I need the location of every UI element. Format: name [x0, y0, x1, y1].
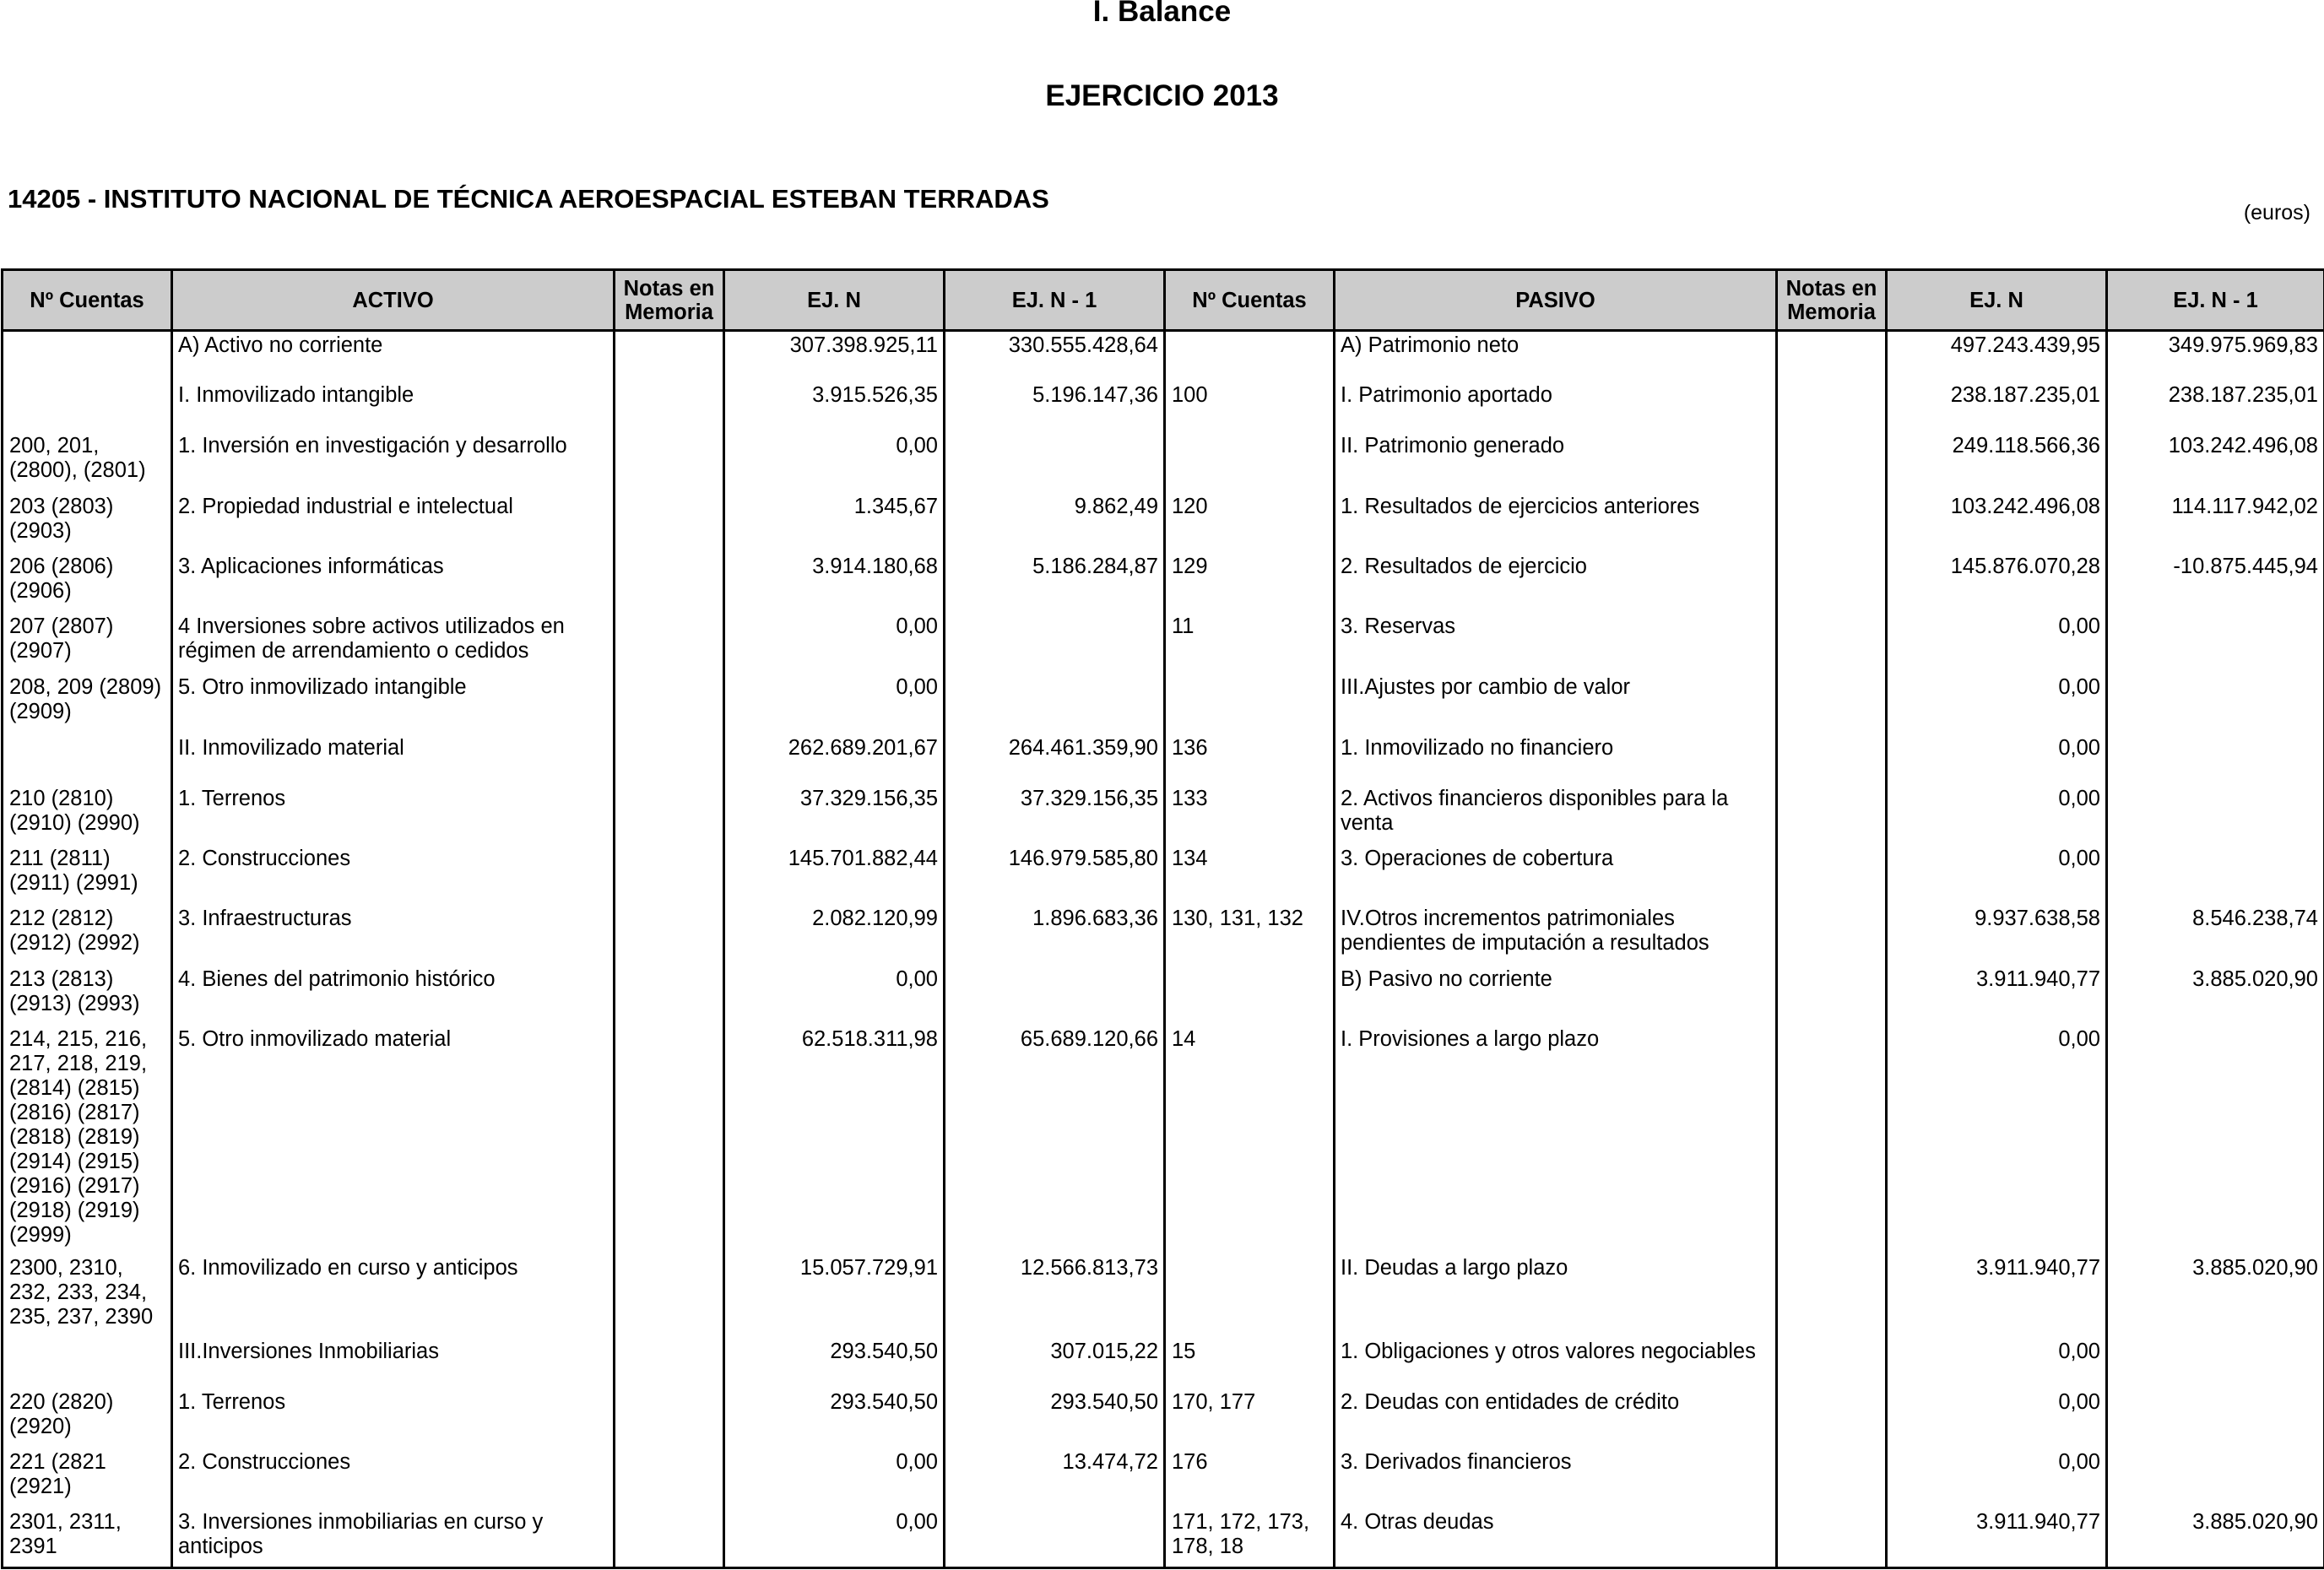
pasivo-label-cell: 1. Inmovilizado no financiero: [1335, 734, 1777, 785]
pasivo-ej-n1-cell: [2107, 1338, 2324, 1389]
pasivo-notes-cell: [1777, 1338, 1887, 1389]
pasivo-notes-cell: [1777, 1389, 1887, 1448]
pasivo-ej-n-cell: 0,00: [1887, 674, 2107, 734]
header-activo-ej-n1: EJ. N - 1: [945, 270, 1165, 331]
pasivo-ej-n-cell: 497.243.439,95: [1887, 331, 2107, 382]
pasivo-ej-n1-cell: [2107, 845, 2324, 905]
activo-label-cell: 3. Infraestructuras: [172, 905, 615, 966]
pasivo-account-cell: 129: [1165, 553, 1335, 613]
activo-ej-n-cell: 145.701.882,44: [724, 845, 945, 905]
activo-account-cell: [3, 1338, 172, 1389]
pasivo-ej-n1-cell: [2107, 674, 2324, 734]
pasivo-ej-n1-cell: [2107, 734, 2324, 785]
activo-notes-cell: [615, 966, 724, 1026]
activo-label-cell: 1. Terrenos: [172, 1389, 615, 1448]
pasivo-account-cell: 133: [1165, 785, 1335, 845]
pasivo-account-cell: [1165, 432, 1335, 493]
pasivo-label-cell: 1. Obligaciones y otros valores negociables: [1335, 1338, 1777, 1389]
pasivo-ej-n-cell: 0,00: [1887, 785, 2107, 845]
pasivo-label-cell: I. Patrimonio aportado: [1335, 382, 1777, 432]
pasivo-ej-n-cell: 145.876.070,28: [1887, 553, 2107, 613]
activo-ej-n1-cell: 65.689.120,66: [945, 1026, 1165, 1254]
table-header-row: [3, 270, 2324, 331]
pasivo-notes-cell: [1777, 613, 1887, 674]
pasivo-account-cell: 134: [1165, 845, 1335, 905]
activo-ej-n1-cell: [945, 1508, 1165, 1568]
pasivo-ej-n-cell: 9.937.638,58: [1887, 905, 2107, 966]
pasivo-notes-cell: [1777, 432, 1887, 493]
pasivo-label-cell: 3. Reservas: [1335, 613, 1777, 674]
activo-ej-n1-cell: 293.540,50: [945, 1389, 1165, 1448]
pasivo-ej-n1-cell: 3.885.020,90: [2107, 1254, 2324, 1338]
table-row: [3, 613, 2324, 674]
pasivo-ej-n1-cell: 103.242.496,08: [2107, 432, 2324, 493]
pasivo-notes-cell: [1777, 493, 1887, 553]
table-row: [3, 1338, 2324, 1389]
header-activo-cuentas: Nº Cuentas: [3, 270, 172, 331]
activo-ej-n1-cell: 146.979.585,80: [945, 845, 1165, 905]
activo-ej-n-cell: 0,00: [724, 1508, 945, 1568]
pasivo-label-cell: 2. Activos financieros disponibles para la venta: [1335, 785, 1777, 845]
pasivo-ej-n-cell: 103.242.496,08: [1887, 493, 2107, 553]
header-pasivo-cuentas: Nº Cuentas: [1165, 270, 1335, 331]
pasivo-account-cell: 120: [1165, 493, 1335, 553]
activo-account-cell: [3, 734, 172, 785]
pasivo-ej-n1-cell: 114.117.942,02: [2107, 493, 2324, 553]
activo-account-cell: 213 (2813) (2913) (2993): [3, 966, 172, 1026]
currency-unit: (euros): [2243, 201, 2310, 225]
activo-account-cell: 221 (2821 (2921): [3, 1448, 172, 1508]
pasivo-ej-n-cell: 3.911.940,77: [1887, 966, 2107, 1026]
pasivo-ej-n-cell: 3.911.940,77: [1887, 1508, 2107, 1568]
table-row: [3, 734, 2324, 785]
activo-notes-cell: [615, 1254, 724, 1338]
activo-account-cell: 203 (2803) (2903): [3, 493, 172, 553]
activo-notes-cell: [615, 1448, 724, 1508]
pasivo-label-cell: A) Patrimonio neto: [1335, 331, 1777, 382]
activo-notes-cell: [615, 382, 724, 432]
activo-label-cell: III.Inversiones Inmobiliarias: [172, 1338, 615, 1389]
header-activo-notas: Notas en Memoria: [615, 270, 724, 331]
activo-ej-n-cell: 3.914.180,68: [724, 553, 945, 613]
activo-label-cell: 1. Terrenos: [172, 785, 615, 845]
pasivo-ej-n-cell: 3.911.940,77: [1887, 1254, 2107, 1338]
activo-ej-n-cell: 293.540,50: [724, 1389, 945, 1448]
pasivo-notes-cell: [1777, 331, 1887, 382]
pasivo-ej-n1-cell: 349.975.969,83: [2107, 331, 2324, 382]
activo-ej-n1-cell: 12.566.813,73: [945, 1254, 1165, 1338]
header-pasivo: PASIVO: [1335, 270, 1777, 331]
pasivo-label-cell: 1. Resultados de ejercicios anteriores: [1335, 493, 1777, 553]
activo-notes-cell: [615, 1389, 724, 1448]
activo-ej-n1-cell: 13.474,72: [945, 1448, 1165, 1508]
activo-notes-cell: [615, 553, 724, 613]
activo-label-cell: 3. Aplicaciones informáticas: [172, 553, 615, 613]
activo-ej-n-cell: 293.540,50: [724, 1338, 945, 1389]
activo-account-cell: 207 (2807) (2907): [3, 613, 172, 674]
activo-ej-n1-cell: [945, 674, 1165, 734]
table-row: [3, 1389, 2324, 1448]
pasivo-ej-n1-cell: [2107, 1026, 2324, 1254]
activo-notes-cell: [615, 845, 724, 905]
activo-account-cell: 210 (2810) (2910) (2990): [3, 785, 172, 845]
activo-ej-n-cell: 62.518.311,98: [724, 1026, 945, 1254]
activo-account-cell: 220 (2820) (2920): [3, 1389, 172, 1448]
activo-label-cell: I. Inmovilizado intangible: [172, 382, 615, 432]
table-row: [3, 1254, 2324, 1338]
activo-notes-cell: [615, 674, 724, 734]
pasivo-account-cell: 136: [1165, 734, 1335, 785]
pasivo-account-cell: 11: [1165, 613, 1335, 674]
pasivo-notes-cell: [1777, 1448, 1887, 1508]
activo-notes-cell: [615, 785, 724, 845]
pasivo-account-cell: [1165, 1254, 1335, 1338]
activo-label-cell: 3. Inversiones inmobiliarias en curso y anticipos: [172, 1508, 615, 1568]
activo-notes-cell: [615, 1026, 724, 1254]
pasivo-account-cell: 130, 131, 132: [1165, 905, 1335, 966]
pasivo-ej-n1-cell: 3.885.020,90: [2107, 966, 2324, 1026]
activo-label-cell: 4. Bienes del patrimonio histórico: [172, 966, 615, 1026]
pasivo-ej-n1-cell: -10.875.445,94: [2107, 553, 2324, 613]
balance-sheet-table: [1, 268, 2324, 1569]
pasivo-account-cell: 100: [1165, 382, 1335, 432]
activo-notes-cell: [615, 493, 724, 553]
pasivo-label-cell: 3. Derivados financieros: [1335, 1448, 1777, 1508]
activo-ej-n1-cell: 307.015,22: [945, 1338, 1165, 1389]
activo-ej-n-cell: 0,00: [724, 613, 945, 674]
pasivo-label-cell: II. Deudas a largo plazo: [1335, 1254, 1777, 1338]
activo-ej-n-cell: 1.345,67: [724, 493, 945, 553]
table-row: [3, 553, 2324, 613]
pasivo-account-cell: 15: [1165, 1338, 1335, 1389]
table-row: [3, 905, 2324, 966]
pasivo-notes-cell: [1777, 674, 1887, 734]
activo-account-cell: 206 (2806) (2906): [3, 553, 172, 613]
activo-ej-n1-cell: 1.896.683,36: [945, 905, 1165, 966]
table-row: [3, 382, 2324, 432]
activo-ej-n-cell: 0,00: [724, 966, 945, 1026]
activo-ej-n1-cell: 37.329.156,35: [945, 785, 1165, 845]
activo-label-cell: A) Activo no corriente: [172, 331, 615, 382]
pasivo-ej-n1-cell: [2107, 613, 2324, 674]
activo-ej-n-cell: 15.057.729,91: [724, 1254, 945, 1338]
pasivo-account-cell: 171, 172, 173, 178, 18: [1165, 1508, 1335, 1568]
pasivo-ej-n1-cell: [2107, 1448, 2324, 1508]
pasivo-label-cell: 2. Resultados de ejercicio: [1335, 553, 1777, 613]
report-title: I. Balance: [1092, 0, 1232, 28]
activo-label-cell: 5. Otro inmovilizado intangible: [172, 674, 615, 734]
activo-account-cell: 208, 209 (2809) (2909): [3, 674, 172, 734]
entity-name: 14205 - INSTITUTO NACIONAL DE TÉCNICA AEROESPACIAL ESTEBAN TERRADAS: [8, 184, 1049, 214]
activo-ej-n1-cell: 9.862,49: [945, 493, 1165, 553]
activo-notes-cell: [615, 734, 724, 785]
pasivo-notes-cell: [1777, 1254, 1887, 1338]
activo-ej-n-cell: 2.082.120,99: [724, 905, 945, 966]
activo-account-cell: 211 (2811) (2911) (2991): [3, 845, 172, 905]
activo-ej-n1-cell: [945, 613, 1165, 674]
table-row: [3, 674, 2324, 734]
activo-ej-n1-cell: 330.555.428,64: [945, 331, 1165, 382]
pasivo-label-cell: IV.Otros incrementos patrimoniales pendientes de imputación a resultados: [1335, 905, 1777, 966]
activo-label-cell: 2. Construcciones: [172, 845, 615, 905]
pasivo-account-cell: [1165, 331, 1335, 382]
activo-ej-n-cell: 0,00: [724, 674, 945, 734]
pasivo-ej-n-cell: 0,00: [1887, 1026, 2107, 1254]
activo-notes-cell: [615, 1338, 724, 1389]
pasivo-notes-cell: [1777, 553, 1887, 613]
pasivo-notes-cell: [1777, 382, 1887, 432]
header-pasivo-notas: Notas en Memoria: [1777, 270, 1887, 331]
pasivo-ej-n-cell: 0,00: [1887, 734, 2107, 785]
table-row: [3, 1448, 2324, 1508]
pasivo-ej-n1-cell: [2107, 1389, 2324, 1448]
pasivo-ej-n-cell: 0,00: [1887, 1448, 2107, 1508]
pasivo-label-cell: II. Patrimonio generado: [1335, 432, 1777, 493]
pasivo-notes-cell: [1777, 785, 1887, 845]
pasivo-notes-cell: [1777, 845, 1887, 905]
header-activo: ACTIVO: [172, 270, 615, 331]
pasivo-label-cell: III.Ajustes por cambio de valor: [1335, 674, 1777, 734]
activo-notes-cell: [615, 331, 724, 382]
pasivo-ej-n-cell: 0,00: [1887, 1338, 2107, 1389]
table-row: [3, 845, 2324, 905]
pasivo-notes-cell: [1777, 1508, 1887, 1568]
pasivo-ej-n-cell: 249.118.566,36: [1887, 432, 2107, 493]
pasivo-label-cell: 2. Deudas con entidades de crédito: [1335, 1389, 1777, 1448]
activo-label-cell: 2. Construcciones: [172, 1448, 615, 1508]
pasivo-label-cell: I. Provisiones a largo plazo: [1335, 1026, 1777, 1254]
activo-account-cell: [3, 331, 172, 382]
activo-account-cell: 2300, 2310, 232, 233, 234, 235, 237, 2390: [3, 1254, 172, 1338]
pasivo-notes-cell: [1777, 1026, 1887, 1254]
table-row: [3, 1508, 2324, 1568]
fiscal-year-title: EJERCICIO 2013: [1045, 79, 1279, 112]
activo-ej-n-cell: 37.329.156,35: [724, 785, 945, 845]
activo-ej-n1-cell: 5.186.284,87: [945, 553, 1165, 613]
header-pasivo-ej-n1: EJ. N - 1: [2107, 270, 2324, 331]
activo-account-cell: [3, 382, 172, 432]
pasivo-label-cell: B) Pasivo no corriente: [1335, 966, 1777, 1026]
pasivo-ej-n1-cell: 238.187.235,01: [2107, 382, 2324, 432]
activo-label-cell: 2. Propiedad industrial e intelectual: [172, 493, 615, 553]
pasivo-label-cell: 3. Operaciones de cobertura: [1335, 845, 1777, 905]
pasivo-account-cell: 176: [1165, 1448, 1335, 1508]
pasivo-ej-n1-cell: [2107, 785, 2324, 845]
activo-notes-cell: [615, 905, 724, 966]
table-row: [3, 1026, 2324, 1254]
activo-ej-n1-cell: [945, 432, 1165, 493]
pasivo-notes-cell: [1777, 734, 1887, 785]
pasivo-ej-n1-cell: 8.546.238,74: [2107, 905, 2324, 966]
activo-notes-cell: [615, 1508, 724, 1568]
activo-ej-n1-cell: [945, 966, 1165, 1026]
activo-ej-n1-cell: 5.196.147,36: [945, 382, 1165, 432]
activo-label-cell: 4 Inversiones sobre activos utilizados en régimen de arrendamiento o cedidos: [172, 613, 615, 674]
pasivo-ej-n-cell: 0,00: [1887, 1389, 2107, 1448]
activo-account-cell: 200, 201, (2800), (2801): [3, 432, 172, 493]
table-row: [3, 785, 2324, 845]
pasivo-account-cell: [1165, 674, 1335, 734]
activo-ej-n-cell: 0,00: [724, 1448, 945, 1508]
table-row: [3, 966, 2324, 1026]
activo-label-cell: 5. Otro inmovilizado material: [172, 1026, 615, 1254]
table-row: [3, 331, 2324, 382]
pasivo-notes-cell: [1777, 905, 1887, 966]
pasivo-ej-n-cell: 238.187.235,01: [1887, 382, 2107, 432]
activo-ej-n1-cell: 264.461.359,90: [945, 734, 1165, 785]
activo-account-cell: 2301, 2311, 2391: [3, 1508, 172, 1568]
activo-ej-n-cell: 262.689.201,67: [724, 734, 945, 785]
pasivo-account-cell: 14: [1165, 1026, 1335, 1254]
pasivo-account-cell: [1165, 966, 1335, 1026]
activo-notes-cell: [615, 432, 724, 493]
activo-ej-n-cell: 0,00: [724, 432, 945, 493]
activo-notes-cell: [615, 613, 724, 674]
activo-label-cell: II. Inmovilizado material: [172, 734, 615, 785]
header-pasivo-ej-n: EJ. N: [1887, 270, 2107, 331]
pasivo-ej-n1-cell: 3.885.020,90: [2107, 1508, 2324, 1568]
pasivo-label-cell: 4. Otras deudas: [1335, 1508, 1777, 1568]
pasivo-account-cell: 170, 177: [1165, 1389, 1335, 1448]
table-row: [3, 432, 2324, 493]
activo-ej-n-cell: 307.398.925,11: [724, 331, 945, 382]
activo-account-cell: 212 (2812) (2912) (2992): [3, 905, 172, 966]
pasivo-ej-n-cell: 0,00: [1887, 845, 2107, 905]
activo-label-cell: 1. Inversión en investigación y desarrollo: [172, 432, 615, 493]
pasivo-ej-n-cell: 0,00: [1887, 613, 2107, 674]
header-activo-ej-n: EJ. N: [724, 270, 945, 331]
activo-ej-n-cell: 3.915.526,35: [724, 382, 945, 432]
activo-account-cell: 214, 215, 216, 217, 218, 219, (2814) (2815) (2816) (2817) (2818) (2819) (2914) (2915) (2916) (2917) (2918) (2919) (2999): [3, 1026, 172, 1254]
pasivo-notes-cell: [1777, 966, 1887, 1026]
activo-label-cell: 6. Inmovilizado en curso y anticipos: [172, 1254, 615, 1338]
table-row: [3, 493, 2324, 553]
